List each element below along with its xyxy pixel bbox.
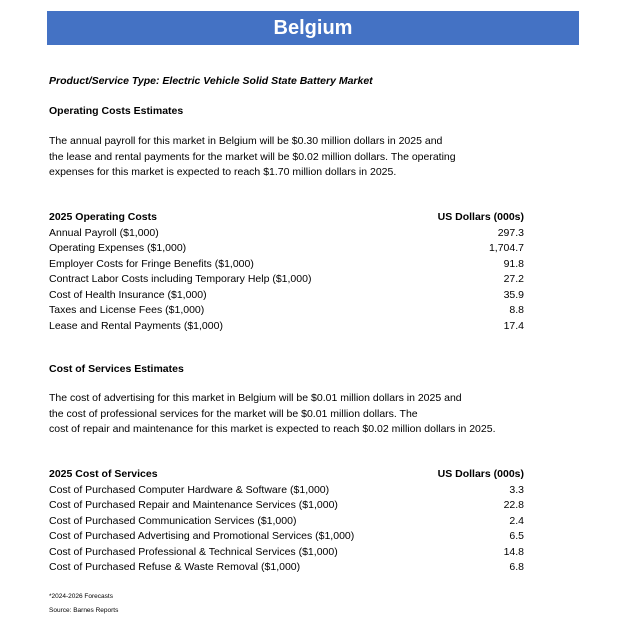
operating-paragraph-line: The annual payroll for this market in Belgium will be $0.30 million dollars in 2025 and — [49, 135, 443, 147]
product-line: Product/Service Type: Electric Vehicle Solid State Battery Market — [49, 75, 373, 87]
table-row — [49, 257, 524, 273]
row-value: 22.8 — [503, 499, 524, 511]
row-value: 17.4 — [503, 319, 524, 332]
row-label: Cost of Purchased Advertising and Promotional Services ($1,000) — [49, 530, 355, 542]
row-value: 8.8 — [509, 304, 524, 316]
row-value: 2.4 — [509, 514, 524, 527]
services-paragraph-line: cost of repair and maintenance for this market is expected to reach $0.02 million dollars in 2025. — [49, 423, 496, 435]
table-row — [49, 514, 524, 530]
table-header-label: 2025 Operating Costs — [49, 211, 157, 223]
row-label: Employer Costs for Fringe Benefits ($1,000) — [49, 257, 254, 270]
row-label: Cost of Purchased Repair and Maintenance Services ($1,000) — [49, 499, 338, 511]
row-value: 27.2 — [503, 273, 524, 285]
row-value: 35.9 — [503, 288, 524, 301]
table-row — [49, 560, 524, 576]
operating-heading: Operating Costs Estimates — [49, 105, 184, 117]
row-value: 6.8 — [509, 561, 524, 573]
row-value: 297.3 — [497, 226, 524, 239]
table-row — [49, 498, 524, 514]
cost-of-services-table — [49, 467, 524, 576]
table-header-value: US Dollars (000s) — [437, 211, 524, 223]
row-value: 6.5 — [509, 530, 524, 542]
table-header-value: US Dollars (000s) — [437, 468, 524, 480]
services-paragraph — [49, 391, 496, 438]
operating-costs-table — [49, 210, 524, 334]
operating-paragraph-line: expenses for this market is expected to reach $1.70 million dollars in 2025. — [49, 166, 397, 178]
table-row — [49, 319, 524, 335]
row-value: 1,704.7 — [488, 242, 524, 254]
table-row — [49, 545, 524, 561]
operating-paragraph — [49, 134, 456, 181]
table-header — [49, 467, 524, 483]
table-row — [49, 241, 524, 257]
row-label: Annual Payroll ($1,000) — [49, 226, 159, 239]
table-header-label: 2025 Cost of Services — [49, 468, 158, 480]
row-label: Contract Labor Costs including Temporary Help ($1,000) — [49, 273, 312, 285]
table-header — [49, 210, 524, 226]
row-label: Cost of Purchased Professional & Technical Services ($1,000) — [49, 545, 338, 558]
row-label: Cost of Purchased Refuse & Waste Removal ($1,000) — [49, 561, 301, 573]
row-label: Cost of Purchased Communication Services ($1,000) — [49, 514, 297, 527]
table-row — [49, 226, 524, 242]
page-title: Belgium — [273, 16, 353, 39]
row-label: Cost of Purchased Computer Hardware & Software ($1,000) — [49, 483, 330, 496]
table-row — [49, 303, 524, 319]
table-row — [49, 272, 524, 288]
table-row — [49, 529, 524, 545]
row-label: Taxes and License Fees ($1,000) — [49, 304, 205, 316]
row-label: Cost of Health Insurance ($1,000) — [49, 288, 207, 301]
row-label: Operating Expenses ($1,000) — [49, 242, 187, 254]
table-row — [49, 483, 524, 499]
services-paragraph-line: The cost of advertising for this market in Belgium will be $0.01 million dollars in 2025 and — [49, 392, 462, 404]
row-value: 3.3 — [509, 483, 524, 496]
services-heading: Cost of Services Estimates — [49, 363, 184, 375]
services-paragraph-line: the cost of professional services for the market will be $0.01 million dollars. The — [49, 407, 418, 420]
row-value: 91.8 — [503, 257, 524, 270]
source-footnote: Source: Barnes Reports — [49, 607, 119, 614]
row-value: 14.8 — [503, 545, 524, 558]
forecast-footnote: *2024-2026 Forecasts — [49, 593, 113, 600]
title-banner — [47, 11, 579, 45]
operating-paragraph-line: the lease and rental payments for the market will be $0.02 million dollars. The operating — [49, 150, 456, 163]
row-label: Lease and Rental Payments ($1,000) — [49, 319, 223, 332]
table-row — [49, 288, 524, 304]
